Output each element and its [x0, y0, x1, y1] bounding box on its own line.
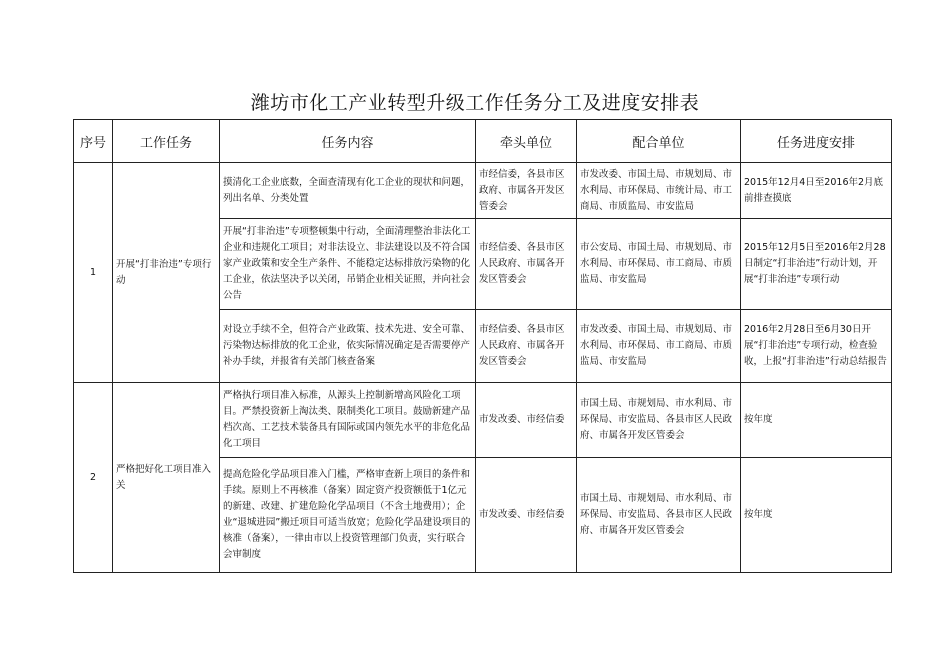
task-content: 提高危险化学品项目准入门槛，严格审查新上项目的条件和手续。原则上不再核准（备案）固定资产投资额低于1亿元的新建、改建、扩建危险化学品项目（不含土地费用）；企业“退城进园”搬迁项目可适当放宽；危险化学品建设项目的核准（备案），一律由市以上投资管理部门负责，实行联合会审制度	[220, 458, 476, 573]
coop-unit: 市公安局、市国土局、市规划局、市水利局、市环保局、市工商局、市质监局、市安监局	[577, 219, 741, 310]
header-schedule: 任务进度安排	[741, 120, 892, 163]
task-content: 摸清化工企业底数，全面查清现有化工企业的现状和问题，列出名单、分类处置	[220, 163, 476, 219]
schedule: 按年度	[741, 383, 892, 458]
table-row	[74, 163, 892, 219]
header-lead: 牵头单位	[476, 120, 577, 163]
task-content: 对设立手续不全，但符合产业政策、技术先进、安全可靠、污染物达标排放的化工企业，依实际情况确定是否需要停产补办手续，并报省有关部门核查备案	[220, 310, 476, 383]
task-content: 开展“打非治违”专项整顿集中行动，全面清理整治非法化工企业和违规化工项目；对非法设立、非法建设以及不符合国家产业政策和安全生产条件、不能稳定达标排放污染物的化工企业，依法坚决予以关闭，吊销企业相关证照，并向社会公告	[220, 219, 476, 310]
header-content: 任务内容	[220, 120, 476, 163]
lead-unit: 市发改委、市经信委	[476, 383, 577, 458]
header-task: 工作任务	[113, 120, 220, 163]
coop-unit: 市发改委、市国土局、市规划局、市水利局、市环保局、市工商局、市质监局、市安监局	[577, 310, 741, 383]
table-row	[74, 383, 892, 458]
page-title: 潍坊市化工产业转型升级工作任务分工及进度安排表	[250, 92, 700, 114]
header-seq: 序号	[74, 120, 113, 163]
lead-unit: 市经信委，各县市区政府、市属各开发区管委会	[476, 163, 577, 219]
work-task: 开展“打非治违”专项行动	[113, 163, 220, 383]
lead-unit: 市经信委、各县市区人民政府、市属各开发区管委会	[476, 219, 577, 310]
schedule: 2016年2月28日至6月30日开展“打非治违”专项行动，检查验收，上报“打非治违”行动总结报告	[741, 310, 892, 383]
row-number: 1	[74, 163, 113, 383]
task-table	[73, 119, 892, 573]
coop-unit: 市国土局、市规划局、市水利局、市环保局、市安监局、各县市区人民政府、市属各开发区管委会	[577, 458, 741, 573]
row-number: 2	[74, 383, 113, 573]
lead-unit: 市发改委、市经信委	[476, 458, 577, 573]
coop-unit: 市发改委、市国土局、市规划局、市水利局、市环保局、市统计局、市工商局、市质监局、市安监局	[577, 163, 741, 219]
coop-unit: 市国土局、市规划局、市水利局、市环保局、市安监局、各县市区人民政府、市属各开发区管委会	[577, 383, 741, 458]
work-task: 严格把好化工项目准入关	[113, 383, 220, 573]
header-coop: 配合单位	[577, 120, 741, 163]
schedule: 2015年12月5日至2016年2月28日制定“打非治违”行动计划，开展“打非治违”专项行动	[741, 219, 892, 310]
schedule: 2015年12月4日至2016年2月底前排查摸底	[741, 163, 892, 219]
schedule: 按年度	[741, 458, 892, 573]
table-header-row	[74, 120, 892, 163]
lead-unit: 市经信委、各县市区人民政府、市属各开发区管委会	[476, 310, 577, 383]
task-content: 严格执行项目准入标准，从源头上控制新增高风险化工项目。严禁投资新上淘汰类、限制类化工项目。鼓励新建产品档次高、工艺技术装备具有国际或国内领先水平的非危化品化工项目	[220, 383, 476, 458]
